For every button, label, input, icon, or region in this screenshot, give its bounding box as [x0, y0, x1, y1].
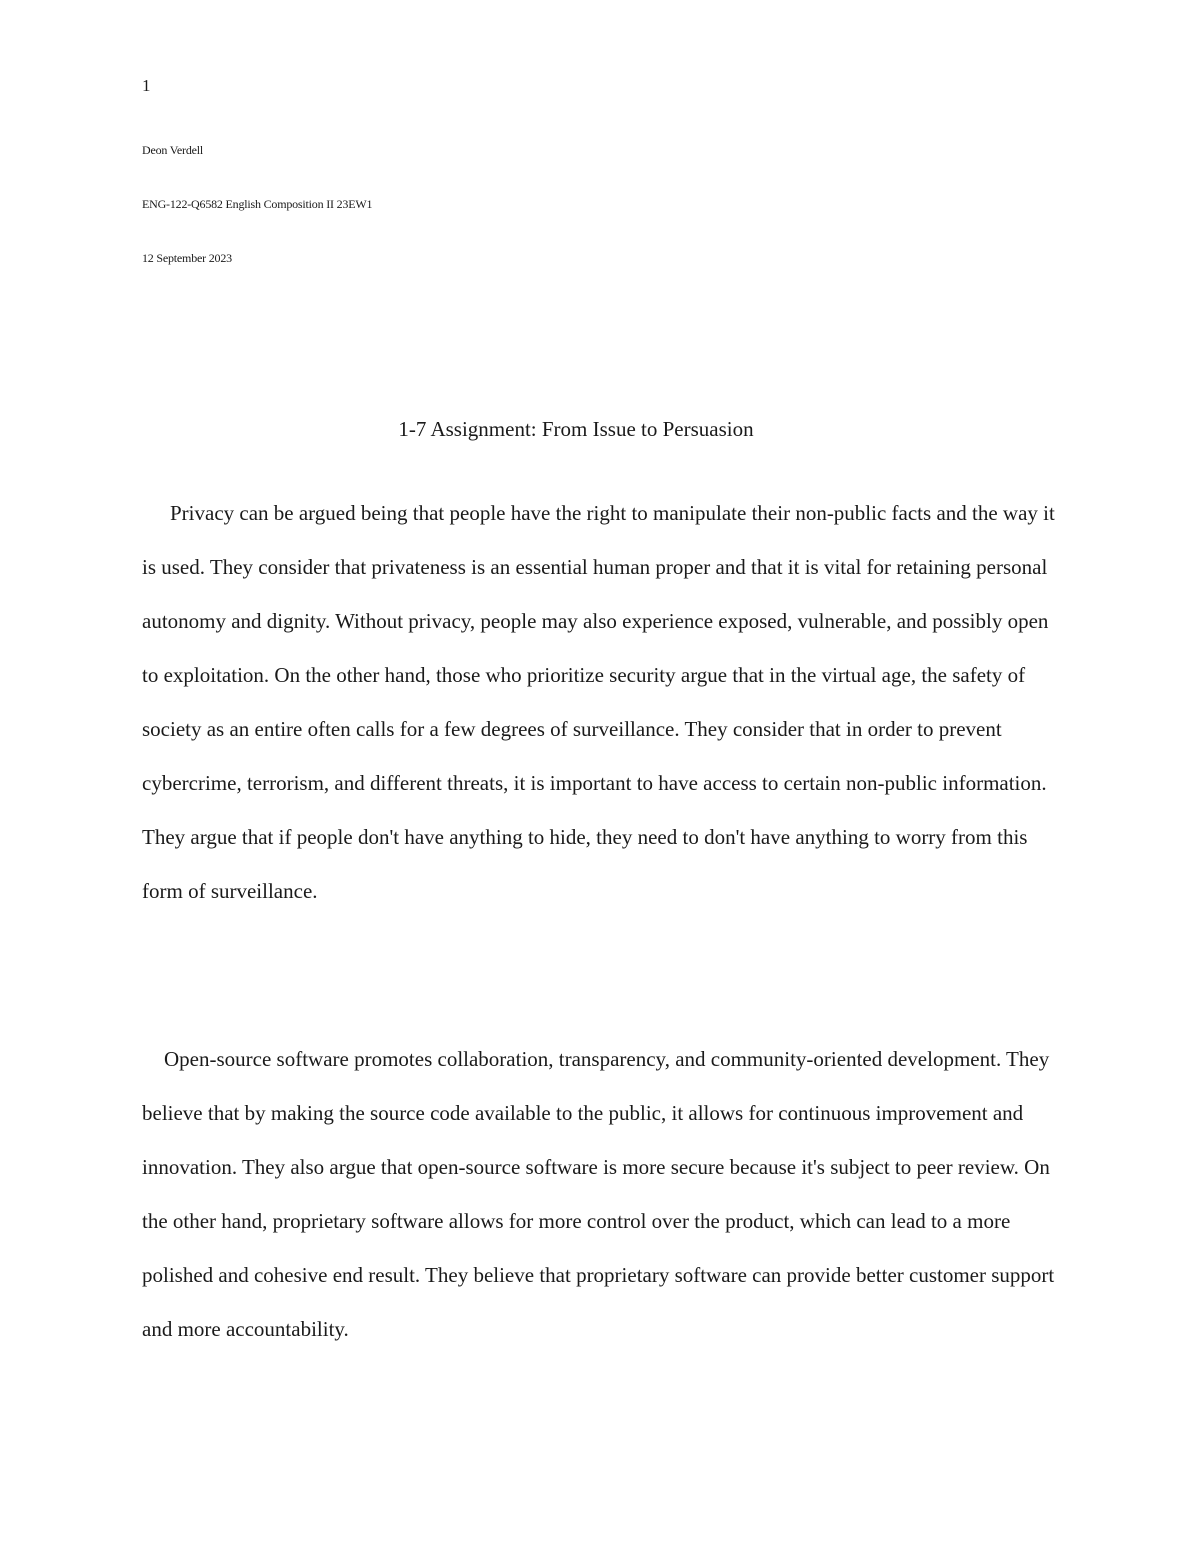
body-paragraph-software: Open-source software promotes collaboration, transparency, and community-oriented development. They believe that by making the source code available to the public, it allows for continuous improvement and innovation. They also argue that open-source software is more secure because it's subject to peer review. On the other hand, proprietary software allows for more control over the product, which can lead to a more polished and cohesive end result. They believe that proprietary software can provide better customer support and more accountability. — [142, 1047, 1055, 1341]
body-paragraph-privacy: Privacy can be argued being that people have the right to manipulate their non-public facts and the way it is used. They consider that privateness is an essential human proper and that it is vital for retaining personal autonomy and dignity. Without privacy, people may also experience exposed, vulnerable, and possibly open to exploitation. On the other hand, those who prioritize security argue that in the virtual age, the safety of society as an entire often calls for a few degrees of surveillance. They consider that in order to prevent cybercrime, terrorism, and different threats, it is important to have access to certain non-public information. They argue that if people don't have anything to hide, they need to don't have anything to worry from this form of surveillance. — [142, 501, 1055, 903]
course-name: ENG-122-Q6582 English Composition II 23EW1 — [142, 197, 373, 211]
document-title: 1-7 Assignment: From Issue to Persuasion — [398, 417, 754, 441]
author-name: Deon Verdell — [142, 143, 204, 157]
page-number: 1 — [142, 76, 151, 95]
document-date: 12 September 2023 — [142, 251, 232, 265]
